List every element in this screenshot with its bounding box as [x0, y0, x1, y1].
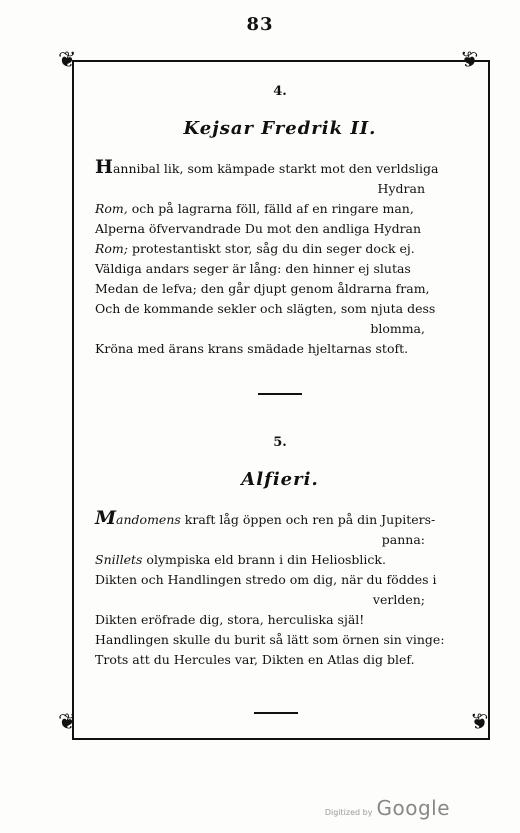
poem-body [95, 508, 465, 670]
poem-line: Medan de lefva; den går djupt genom åldrarna fram, [95, 281, 430, 296]
poem-title: Kejsar Fredrik II. [183, 118, 377, 139]
poem-line: Kröna med ärans krans smädade hjeltarnas stoft. [95, 341, 409, 356]
poem-line [95, 157, 465, 179]
corner-ornament-icon: ❦ [58, 48, 77, 73]
poem-line [95, 550, 465, 570]
poem-line: Handlingen skulle du burit så lätt som örnen sin vinge: [95, 632, 445, 647]
line-text: protestantiskt stor, såg du din seger dock ej. [128, 241, 415, 256]
italic-word: Snillets [95, 552, 143, 567]
poem-line: Dikten eröfrade dig, stora, herculiska själ! [95, 612, 365, 627]
poem-line: Väldiga andars seger är lång: den hinner ej slutas [95, 261, 411, 276]
corner-ornament-icon: ❦ [460, 48, 479, 73]
page-number: 83 [246, 14, 274, 35]
poem-line [95, 199, 465, 219]
poem-line: verlden; [372, 592, 425, 607]
poem-body [95, 157, 465, 359]
poem-line: blomma, [370, 321, 425, 336]
line-text: annibal lik, som kämpade starkt mot den verldsliga [112, 161, 439, 176]
poem-line: Alperna öfvervandrade Du mot den andliga Hydran [95, 221, 422, 236]
section-number: 5. [273, 435, 287, 450]
poem-title: Alfieri. [241, 469, 319, 490]
section-number: 4. [273, 84, 287, 99]
bottom-divider [254, 712, 298, 714]
poem-line: Hydran [377, 181, 425, 196]
poem-line [95, 239, 465, 259]
poem-line [95, 508, 465, 530]
poem-line: panna: [381, 532, 425, 547]
poem-line: Och de kommande sekler och slägten, som njuta dess [95, 301, 436, 316]
poem-line: Dikten och Handlingen stredo om dig, när du föddes i [95, 572, 437, 587]
section-divider [258, 393, 302, 395]
poem-line: Trots att du Hercules var, Dikten en Atlas dig blef. [95, 652, 415, 667]
digitized-watermark [325, 796, 450, 820]
poem-content [95, 80, 465, 670]
italic-word: andomens [116, 512, 181, 527]
line-text: kraft låg öppen och ren på din Jupiters- [180, 512, 436, 527]
drop-cap: M [95, 507, 117, 529]
watermark-prefix: Digitized by [324, 808, 373, 817]
line-text: och på lagrarna föll, fälld af en ringare man, [127, 201, 414, 216]
corner-ornament-icon: ❦ [470, 710, 489, 735]
line-text: olympiska eld brann i din Heliosblick. [142, 552, 386, 567]
italic-word: Rom, [95, 201, 128, 216]
italic-word: Rom; [95, 241, 129, 256]
drop-cap: H [95, 156, 113, 178]
corner-ornament-icon: ❦ [58, 710, 77, 735]
google-logo: Google [376, 796, 450, 820]
